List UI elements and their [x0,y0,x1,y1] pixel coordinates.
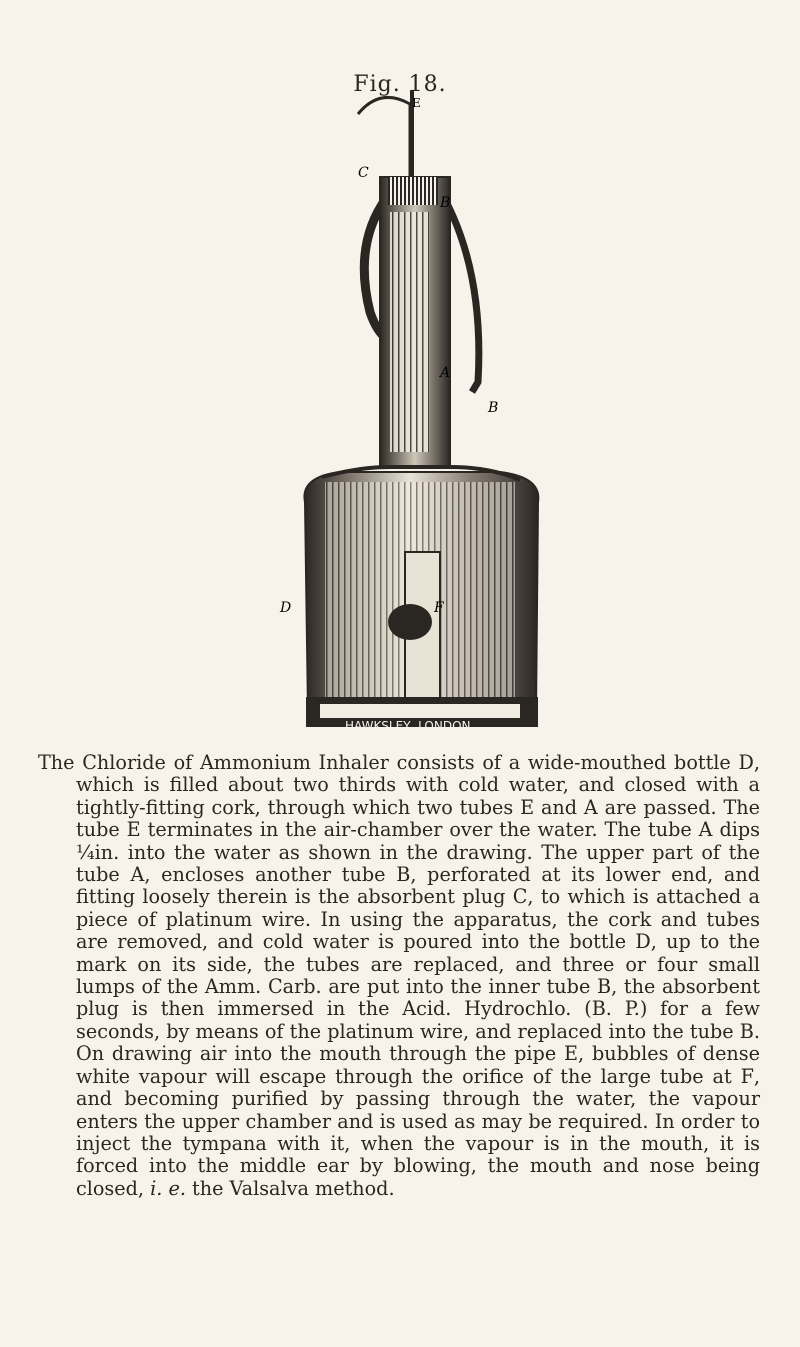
label-e-top: E [412,96,421,110]
label-c: C [358,165,369,181]
inhaler-illustration [260,82,580,742]
description-paragraph: The Chloride of Ammonium Inhaler consists of a wide-mouthed bottle D, which is filled about two thirds with cold water, and closed with a tightly-fitting cork, through which two tubes E and A are passed. The tube E terminates in the air-chamber over the water. The tube A dips ¼in. into the water as shown in the drawing. The upper part of the tube A, encloses another tube B, perforated at its lower end, and fitting loosely therein is the absorbent plug C, to which is attached a piece of platinum wire. In using the apparatus, the cork and tubes are removed, and cold water is poured into the bottle D, up to the mark on its side, the tubes are replaced, and three or four small lumps of the Amm. Carb. are put into the inner tube B, the absorbent plug is then immersed in the Acid. Hydrochlo. (B. P.) for a few seconds, by means of the platinum wire, and replaced into the tube B. On drawing air into the mouth through the pipe E, bubbles of dense white vapour will escape through the orifice of the large tube at F, and becoming purified by passing through the water, the vapour enters the upper chamber and is used as may be required. In order to inject the tympana with it, when the vapour is in the mouth, it is forced into the middle ear by blowing, the mouth and nose being closed, i. e. the Valsalva method. [38,751,761,1200]
label-f: F [434,600,444,616]
maker-mark: HAWKSLEY, LONDON [345,719,471,733]
label-b-right: B [488,400,499,416]
label-d: D [280,600,292,616]
figure-caption: Fig. 18. [353,72,447,97]
label-a: A [440,365,451,381]
label-b-top: B [440,195,451,211]
